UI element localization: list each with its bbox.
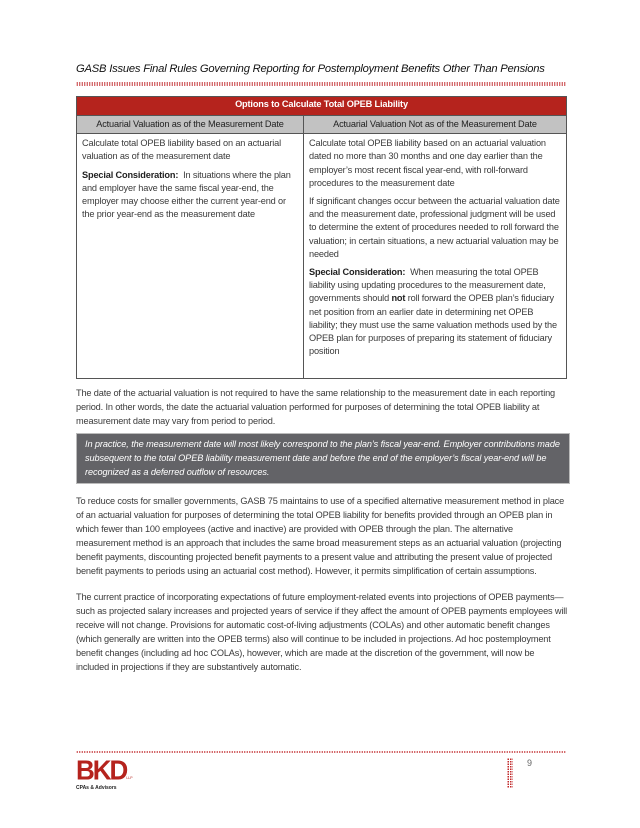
table-title: Options to Calculate Total OPEB Liability xyxy=(77,97,567,116)
column-header: Actuarial Valuation as of the Measurement Date xyxy=(77,116,304,134)
special-consideration: Special Consideration: In situations where the plan and employer have the same fiscal year-end, the employer may choose either the current year-end or the prior year-end as the measurement date xyxy=(82,169,291,220)
right-cell xyxy=(304,134,567,379)
header-divider xyxy=(76,82,566,86)
page-number: 9 xyxy=(527,758,533,768)
logo-mark: BKD xyxy=(76,754,127,786)
paragraph: To reduce costs for smaller governments, GASB 75 maintains to use of a specified alternative measurement method in place of an actuarial valuation for purposes of determining the total OPEB liability for benefits provided through an OPEB plan in which fewer than 100 employees (active and inactive) are provided with OPEB through the plan. The alternative measurement method is an approach that includes the same broad measurement steps as an actuarial valuation (projecting benefit payments, discounting projected benefit payments to a present value and attributing the present value of projected benefit payments to periods using an actuarial cost method). However, it permits simplification of certain assumptions. xyxy=(76,496,565,576)
special-consideration: Special Consideration: When measuring the total OPEB liability using updating procedures to the measurement date, governments should not roll forward the OPEB plan’s fiduciary net position from an earlier date in determining net OPEB liability; they must use the same valuation methods used by the OPEB plan for purposes of preparing its statement of fiduciary position xyxy=(309,267,557,357)
cell-text: Calculate total OPEB liability based on an actuarial valuation as of the measurement date xyxy=(82,138,282,162)
paragraph: The date of the actuarial valuation is not required to have the same relationship to the measurement date in each reporting period. In other words, the date the actuarial valuation performed for purposes of determining the total OPEB liability at measurement date may vary from period to period. xyxy=(76,388,555,426)
paragraph: The current practice of incorporating expectations of future employment-related events into projections of OPEB payments—such as projected salary increases and projected years of service if they affect the amount of OPEB payments employees will receive will not change. Provisions for automatic cost-of-living adjustments (COLAs) and other automatic benefit changes (which generally are written into the OPEB terms) also will continue to be included in projections. Ad hoc postemployment benefit changes (including ad hoc COLAs), however, which are made at the discretion of the government, will now be included in projections if they are substantively automatic. xyxy=(76,592,568,672)
page-number-divider xyxy=(507,758,513,788)
page-title: GASB Issues Final Rules Governing Reporting for Postemployment Benefits Other Than Pensions xyxy=(76,63,545,75)
left-cell xyxy=(77,134,304,379)
cell-text: If significant changes occur between the actuarial valuation date and the measurement date, professional judgment will be used to determine the extent of procedures needed to roll forward the valuation; in certain situations, a new actuarial valuation may be needed xyxy=(309,196,560,259)
footer-divider xyxy=(76,751,566,753)
callout-box: In practice, the measurement date will most likely correspond to the plan’s fiscal year-end. Employer contributions made subsequent to the total OPEB liability measurement date and before the end of the employer’s fiscal year-end will be recognized as a deferred outflow of resources. xyxy=(76,433,570,484)
bkd-logo: BKDLLP CPAs & Advisors xyxy=(76,754,133,791)
cell-text: Calculate total OPEB liability based on an actuarial valuation dated no more than 30 months and one day earlier than the employer’s most recent fiscal year-end, with roll-forward procedures to the measurement date xyxy=(309,138,546,188)
opeb-options-table xyxy=(76,96,567,379)
logo-tagline: CPAs & Advisors xyxy=(76,785,117,791)
column-header: Actuarial Valuation Not as of the Measurement Date xyxy=(304,116,567,134)
